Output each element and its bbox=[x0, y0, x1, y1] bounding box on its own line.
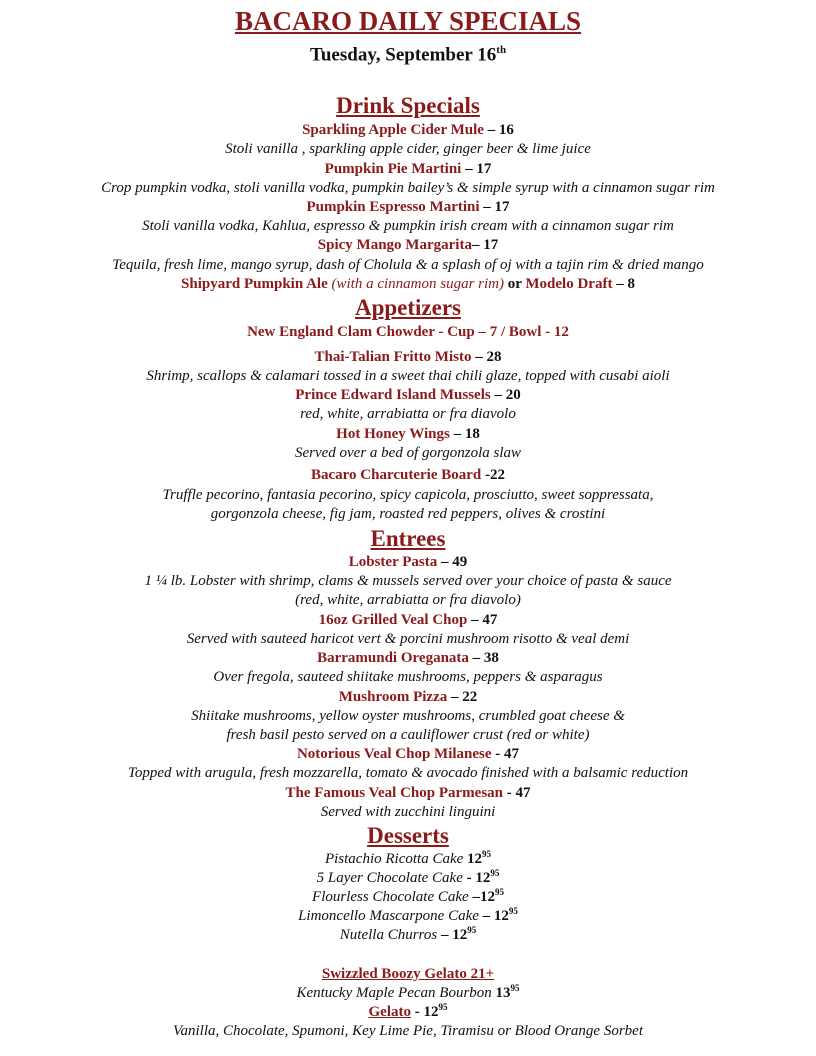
gelato-heading: Gelato bbox=[368, 1004, 411, 1020]
appetizer-item bbox=[0, 466, 816, 485]
entree-description: 1 ¼ lb. Lobster with shrimp, clams & mussels served over your choice of pasta & sauce bbox=[144, 573, 672, 589]
appetizers-heading: Appetizers bbox=[354, 295, 462, 320]
beer-alt-price: – 8 bbox=[612, 276, 635, 292]
entree-name: Notorious Veal Chop Milanese bbox=[296, 746, 492, 762]
entree-name: Lobster Pasta bbox=[348, 554, 438, 570]
entree-price: – 22 bbox=[447, 689, 478, 705]
dessert-price: - 12 bbox=[462, 870, 491, 886]
desserts-heading: Desserts bbox=[367, 823, 449, 848]
dessert-name: Nutella Churros bbox=[339, 927, 438, 943]
appetizer-description: Served over a bed of gorgonzola slaw bbox=[294, 445, 522, 461]
dessert-name: Flourless Chocolate Cake bbox=[312, 889, 469, 905]
dessert-name: 5 Layer Chocolate Cake bbox=[316, 870, 463, 886]
appetizer-price: – 20 bbox=[490, 387, 521, 403]
page-title: BACARO DAILY SPECIALS bbox=[234, 6, 582, 36]
drink-price: – 17 bbox=[461, 161, 492, 177]
entree-description: Served with zucchini linguini bbox=[320, 804, 496, 820]
boozy-gelato-heading: Swizzled Boozy Gelato 21+ bbox=[321, 966, 495, 982]
entree-item bbox=[0, 553, 816, 572]
entree-item bbox=[0, 611, 816, 630]
appetizer-name: Hot Honey Wings bbox=[336, 426, 450, 442]
gelato-price: - 12 bbox=[411, 1004, 439, 1020]
dessert-item bbox=[0, 926, 816, 945]
entree-description-cont: fresh basil pesto served on a cauliflower crust (red or white) bbox=[226, 727, 590, 743]
gelato-flavors: Vanilla, Chocolate, Spumoni, Key Lime Pie, Tiramisu or Blood Orange Sorbet bbox=[173, 1023, 643, 1039]
drink-specials-heading: Drink Specials bbox=[336, 93, 480, 118]
drink-item bbox=[0, 198, 816, 217]
drink-name: Pumpkin Espresso Martini bbox=[306, 199, 480, 215]
entree-price: – 38 bbox=[468, 650, 499, 666]
drink-price: – 17 bbox=[479, 199, 510, 215]
entree-description-cont: (red, white, arrabiatta or fra diavolo) bbox=[295, 592, 521, 608]
beer-note: (with a cinnamon sugar rim) bbox=[327, 276, 504, 292]
dessert-price: – 12 bbox=[437, 927, 468, 943]
chowder-name: New England Clam Chowder bbox=[247, 324, 435, 340]
beer-name: Shipyard Pumpkin Ale bbox=[181, 276, 328, 292]
dessert-item bbox=[0, 907, 816, 926]
entree-item bbox=[0, 745, 816, 764]
dessert-price-cents: 95 bbox=[494, 887, 504, 897]
dessert-price-cents: 95 bbox=[508, 906, 518, 916]
dessert-name: Pistachio Ricotta Cake bbox=[324, 851, 468, 867]
beer-alt-name: Modelo Draft bbox=[525, 276, 613, 292]
entree-price: – 49 bbox=[437, 554, 468, 570]
chowder-sizes: - Cup – 7 / Bowl - 12 bbox=[434, 324, 569, 340]
dessert-price-cents: 95 bbox=[482, 849, 492, 859]
drink-price: – 16 bbox=[483, 122, 514, 138]
boozy-gelato-item bbox=[0, 984, 816, 1003]
menu-date bbox=[0, 38, 816, 67]
dessert-price: –12 bbox=[468, 889, 495, 905]
beer-or: or bbox=[504, 276, 526, 292]
drink-name: Pumpkin Pie Martini bbox=[324, 161, 462, 177]
appetizer-name: Prince Edward Island Mussels bbox=[295, 387, 491, 403]
date-suffix: th bbox=[496, 44, 507, 56]
appetizer-description-cont: gorgonzola cheese, fig jam, roasted red peppers, olives & crostini bbox=[210, 506, 606, 522]
dessert-price: – 12 bbox=[478, 908, 509, 924]
entree-item bbox=[0, 688, 816, 707]
chowder-line bbox=[0, 323, 816, 342]
date-text: Tuesday, September 16 bbox=[309, 44, 497, 66]
entree-description: Topped with arugula, fresh mozzarella, tomato & avocado finished with a balsamic reduction bbox=[127, 765, 689, 781]
dessert-item bbox=[0, 869, 816, 888]
entree-name: 16oz Grilled Veal Chop bbox=[318, 612, 468, 628]
dessert-price-cents: 95 bbox=[490, 868, 500, 878]
boozy-gelato-name: Kentucky Maple Pecan Bourbon bbox=[296, 985, 492, 1001]
entree-item bbox=[0, 784, 816, 803]
dessert-item bbox=[0, 888, 816, 907]
appetizer-description: Shrimp, scallops & calamari tossed in a sweet thai chili glaze, topped with cusabi aioli bbox=[146, 368, 670, 384]
entree-item bbox=[0, 649, 816, 668]
entree-price: - 47 bbox=[503, 785, 531, 801]
drink-description: Stoli vanilla vodka, Kahlua, espresso & pumpkin irish cream with a cinnamon sugar rim bbox=[142, 218, 674, 234]
appetizer-name: Bacaro Charcuterie Board bbox=[310, 467, 482, 483]
entree-description: Served with sauteed haricot vert & porcini mushroom risotto & veal demi bbox=[186, 631, 630, 647]
appetizer-price: – 28 bbox=[471, 349, 502, 365]
entree-description: Over fregola, sauteed shiitake mushrooms, peppers & asparagus bbox=[213, 669, 603, 685]
drink-price: – 17 bbox=[471, 237, 499, 253]
gelato-line bbox=[0, 1003, 816, 1022]
drink-item bbox=[0, 121, 816, 140]
appetizer-item bbox=[0, 348, 816, 367]
entree-name: The Famous Veal Chop Parmesan bbox=[285, 785, 504, 801]
appetizer-item bbox=[0, 425, 816, 444]
dessert-name: Limoncello Mascarpone Cake bbox=[298, 908, 479, 924]
boozy-gelato-price-cents: 95 bbox=[510, 983, 520, 993]
appetizer-item bbox=[0, 386, 816, 405]
appetizer-description: Truffle pecorino, fantasia pecorino, spicy capicola, prosciutto, sweet soppressata, bbox=[162, 487, 654, 503]
appetizer-price: – 18 bbox=[449, 426, 480, 442]
dessert-item bbox=[0, 850, 816, 869]
drink-description: Crop pumpkin vodka, stoli vanilla vodka, pumpkin bailey’s & simple syrup with a cinnamon sugar rim bbox=[101, 180, 715, 196]
drink-name: Spicy Mango Margarita bbox=[317, 237, 472, 253]
dessert-price: 12 bbox=[467, 851, 483, 867]
entree-price: - 47 bbox=[491, 746, 520, 762]
dessert-price-cents: 95 bbox=[467, 925, 477, 935]
drink-name: Sparkling Apple Cider Mule bbox=[302, 122, 484, 138]
entrees-heading: Entrees bbox=[370, 526, 446, 551]
boozy-gelato-price: 13 bbox=[491, 985, 511, 1001]
appetizer-description: red, white, arrabiatta or fra diavolo bbox=[300, 406, 516, 422]
beer-line bbox=[0, 275, 816, 294]
drink-item bbox=[0, 160, 816, 179]
appetizer-name: Thai-Talian Fritto Misto bbox=[314, 349, 472, 365]
entree-name: Barramundi Oreganata bbox=[317, 650, 469, 666]
entree-description: Shiitake mushrooms, yellow oyster mushrooms, crumbled goat cheese & bbox=[191, 708, 625, 724]
entree-name: Mushroom Pizza bbox=[338, 689, 448, 705]
drink-description: Tequila, fresh lime, mango syrup, dash of Cholula & a splash of oj with a tajin rim & dried mango bbox=[112, 257, 704, 273]
drink-description: Stoli vanilla , sparkling apple cider, ginger beer & lime juice bbox=[225, 141, 591, 157]
appetizer-price: -22 bbox=[481, 467, 505, 483]
gelato-price-cents: 95 bbox=[438, 1002, 448, 1012]
entree-price: – 47 bbox=[467, 612, 498, 628]
drink-item bbox=[0, 236, 816, 255]
